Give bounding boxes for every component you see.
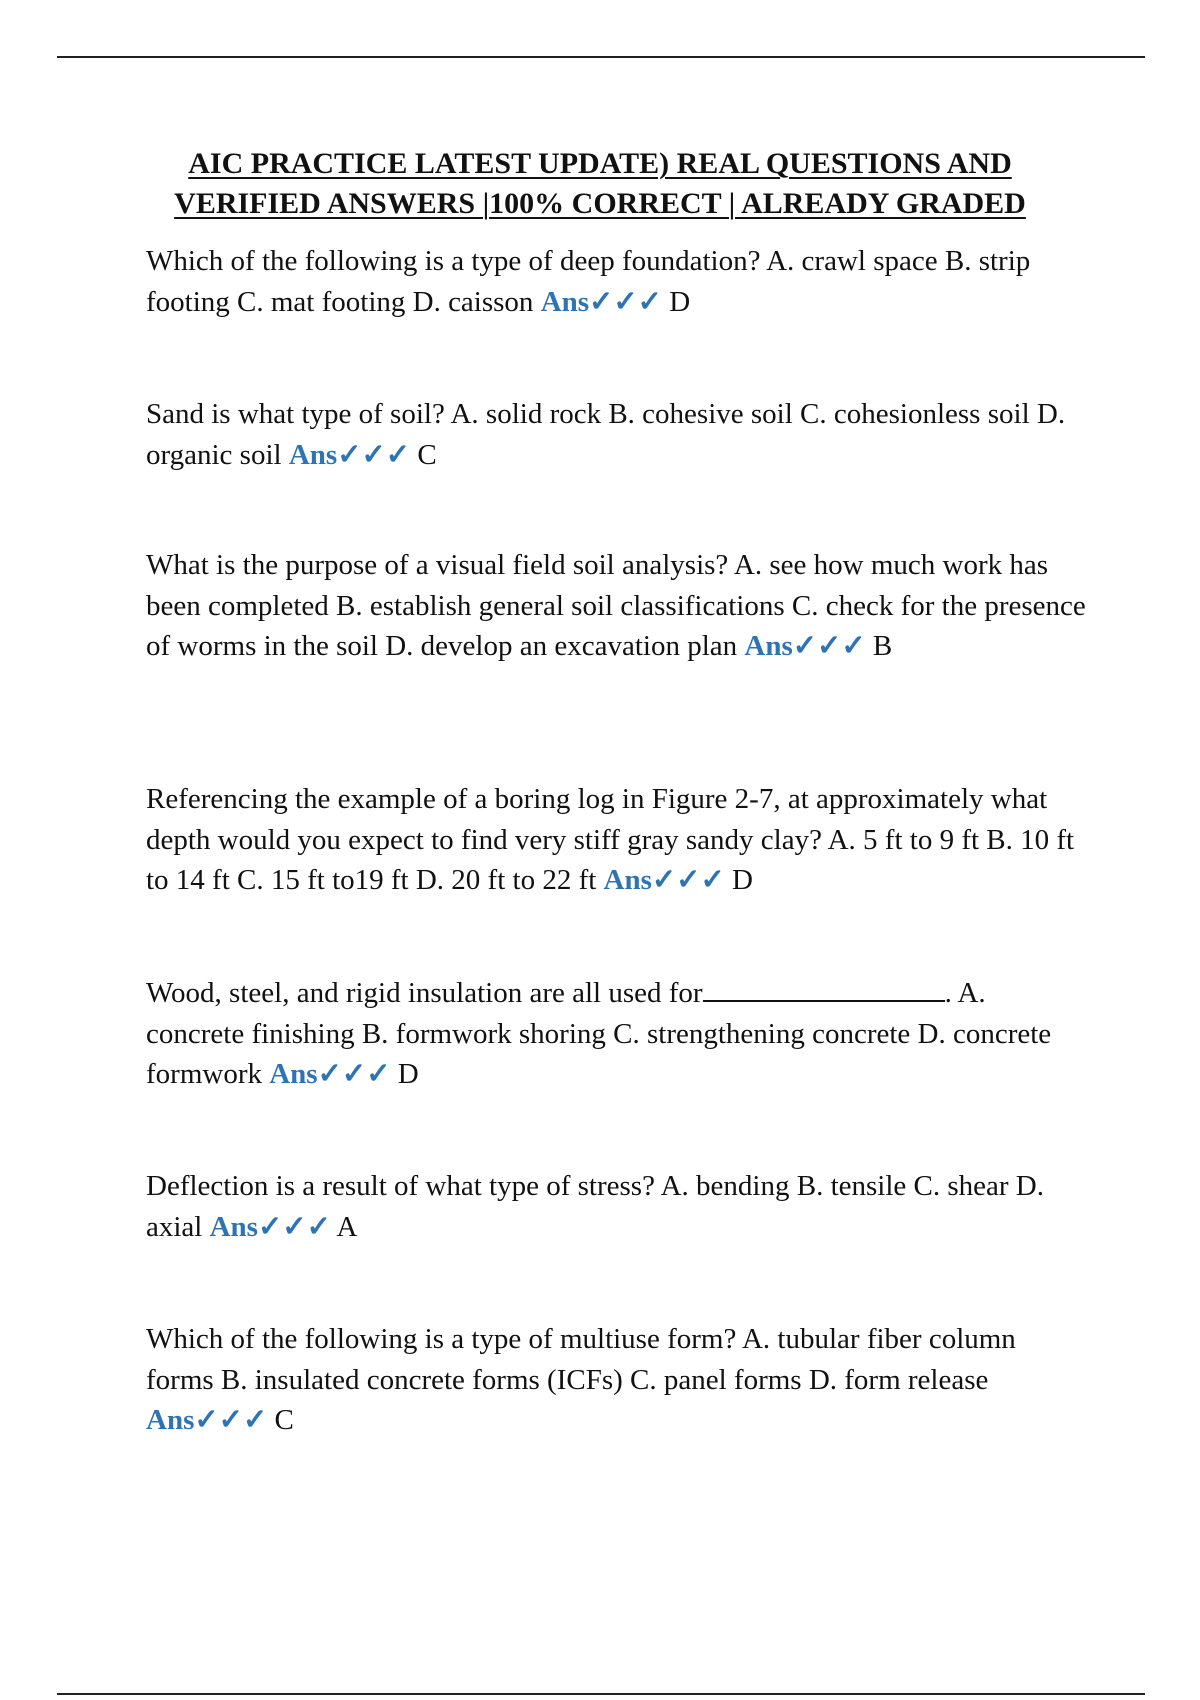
question-text: Which of the following is a type of deep foundation? A. crawl space B. strip footing C. mat footing D. caisson xyxy=(146,245,1031,318)
question-item-7 xyxy=(146,1319,1086,1441)
question-text: Referencing the example of a boring log in Figure 2-7, at approximately what depth would you expect to find very stiff gray sandy clay? A. 5 ft to 9 ft B. 10 ft to 14 ft C. 15 ft to19 ft D. 20 ft to 22 ft xyxy=(146,783,1075,896)
answer-marker: Ans✓✓✓ xyxy=(288,438,411,471)
answer-letter: A xyxy=(336,1210,358,1243)
answer-marker: Ans✓✓✓ xyxy=(146,1404,268,1436)
question-text-after-blank: . A. concrete finishing B. formwork shoring C. strengthening concrete D. concrete formwork xyxy=(146,977,1052,1090)
document-title xyxy=(100,144,1100,224)
title-line-1: AIC PRACTICE LATEST UPDATE) REAL QUESTIONS AND xyxy=(188,147,1012,180)
answer-marker: Ans✓✓✓ xyxy=(744,630,866,662)
title-line-2: VERIFIED ANSWERS |100% CORRECT | ALREADY GRADED xyxy=(174,187,1026,220)
bottom-rule xyxy=(57,1693,1145,1695)
question-text: Which of the following is a type of multiuse form? A. tubular fiber column forms B. insulated concrete forms (ICFs) C. panel forms D. form release xyxy=(146,1323,1016,1396)
question-text-before-blank: Wood, steel, and rigid insulation are all used for xyxy=(146,977,703,1009)
answer-letter: D xyxy=(732,864,753,896)
answer-letter: D xyxy=(669,285,691,318)
answer-marker: Ans✓✓✓ xyxy=(603,864,725,896)
question-item-5 xyxy=(146,973,1086,1095)
question-text: What is the purpose of a visual field soil analysis? A. see how much work has been completed B. establish general soil classifications C. check for the presence of worms in the soil D. develop an excavation plan xyxy=(146,549,1086,662)
answer-marker: Ans✓✓✓ xyxy=(269,1058,391,1090)
answer-letter: D xyxy=(397,1058,419,1090)
answer-marker: Ans✓✓✓ xyxy=(540,285,662,318)
answer-marker: Ans✓✓✓ xyxy=(209,1210,331,1243)
answer-letter: C xyxy=(417,438,437,471)
question-item-2 xyxy=(146,394,1086,475)
question-item-6 xyxy=(146,1166,1086,1247)
question-item-1 xyxy=(146,241,1086,322)
answer-letter: B xyxy=(872,630,893,662)
question-item-4 xyxy=(146,779,1086,901)
top-rule xyxy=(57,56,1145,58)
question-text: Deflection is a result of what type of stress? A. bending B. tensile C. shear D. axial xyxy=(146,1170,1044,1243)
question-item-3 xyxy=(146,545,1086,667)
fill-in-blank xyxy=(703,976,945,1002)
answer-letter: C xyxy=(274,1404,294,1436)
question-text: Sand is what type of soil? A. solid rock B. cohesive soil C. cohesionless soil D. organic soil xyxy=(146,398,1066,471)
